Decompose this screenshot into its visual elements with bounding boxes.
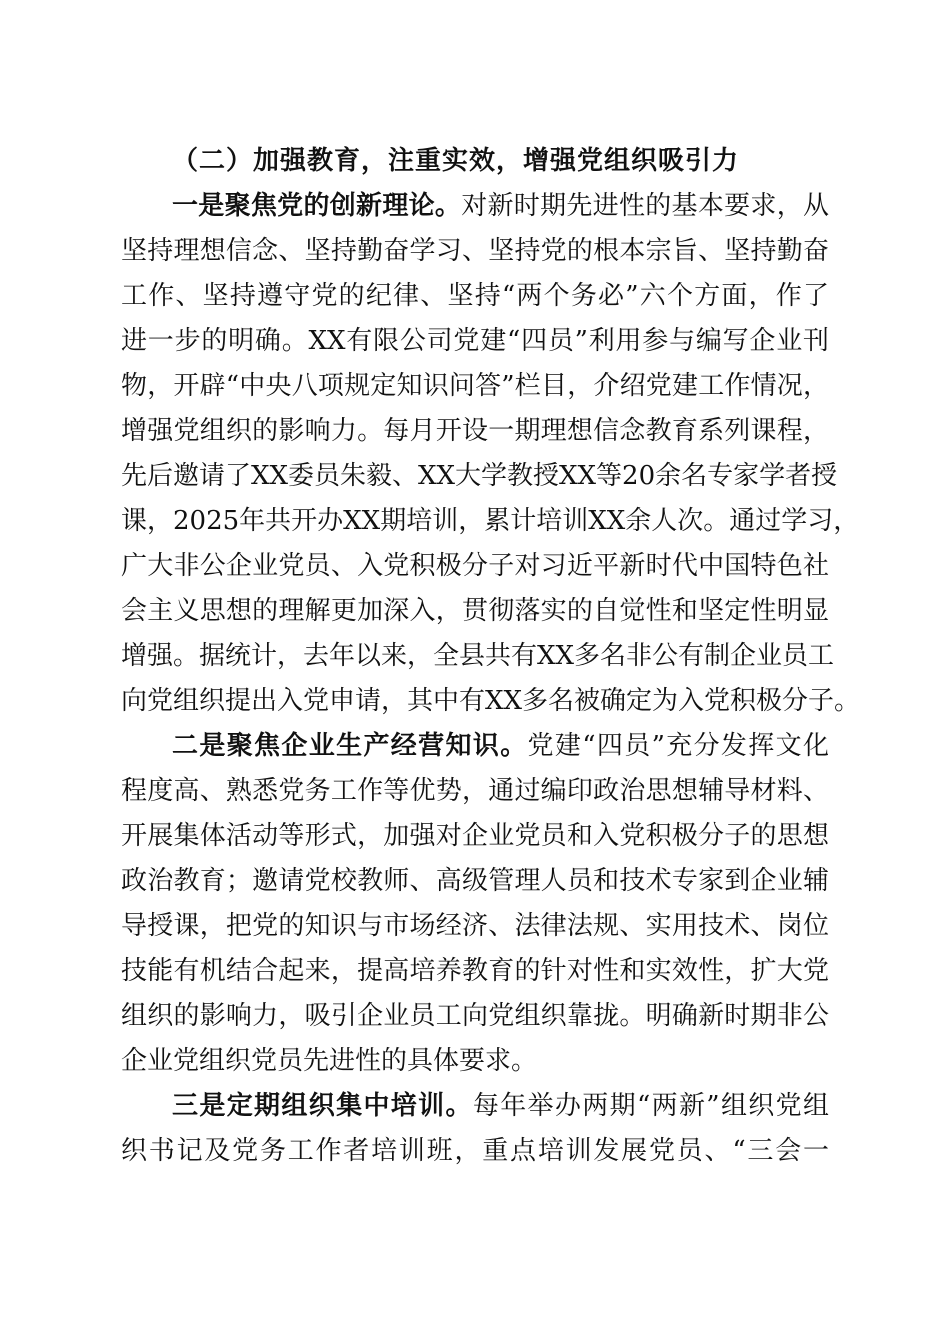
paragraph-2-line-2: 程度高、熟悉党务工作等优势，通过编印政治思想辅导材料、	[121, 776, 829, 806]
paragraph-1-line-9: 广大非公企业党员、入党积极分子对习近平新时代中国特色社	[121, 551, 829, 581]
paragraph-1-line-6: 增强党组织的影响力。每月开设一期理想信念教育系列课程，	[121, 416, 829, 446]
paragraph-1-line-3: 工作、坚持遵守党的纪律、坚持“两个务必”六个方面，作了	[121, 281, 829, 311]
paragraph-2-text: 党建“四员”充分发挥文化	[527, 731, 829, 761]
paragraph-1-line-4: 进一步的明确。XX有限公司党建“四员”利用参与编写企业刊	[121, 326, 829, 356]
paragraph-2-line-6: 技能有机结合起来，提高培养教育的针对性和实效性，扩大党	[121, 956, 829, 986]
paragraph-1-line-8: 课，2025年共开办XX期培训，累计培训XX余人次。通过学习，	[121, 506, 860, 536]
paragraph-1-line-11: 增强。据统计，去年以来，全县共有XX多名非公有制企业员工	[121, 641, 835, 671]
paragraph-2-line-1	[172, 731, 829, 761]
paragraph-1-line-12: 向党组织提出入党申请，其中有XX多名被确定为入党积极分子。	[121, 686, 861, 716]
paragraph-1-text: 对新时期先进性的基本要求，从	[461, 191, 829, 221]
paragraph-2-lead: 二是聚焦企业生产经营知识。	[172, 731, 528, 761]
paragraph-1-line-2: 坚持理想信念、坚持勤奋学习、坚持党的根本宗旨、坚持勤奋	[121, 236, 829, 266]
paragraph-1-lead: 一是聚焦党的创新理论。	[172, 191, 462, 221]
paragraph-3-text: 每年举办两期“两新”组织党组	[472, 1091, 829, 1121]
paragraph-3-line-1	[172, 1091, 829, 1121]
paragraph-2-line-8: 企业党组织党员先进性的具体要求。	[121, 1046, 538, 1076]
paragraph-1-line-10: 会主义思想的理解更加深入，贯彻落实的自觉性和坚定性明显	[121, 596, 829, 626]
paragraph-2-line-5: 导授课，把党的知识与市场经济、法律法规、实用技术、岗位	[121, 911, 829, 941]
paragraph-3-lead: 三是定期组织集中培训。	[172, 1091, 473, 1121]
paragraph-3-line-2: 织书记及党务工作者培训班，重点培训发展党员、“三会一	[121, 1136, 829, 1166]
paragraph-1-line-1	[172, 191, 829, 221]
paragraph-2-line-7: 组织的影响力，吸引企业员工向党组织靠拢。明确新时期非公	[121, 1001, 829, 1031]
paragraph-2-line-4: 政治教育；邀请党校教师、高级管理人员和技术专家到企业辅	[121, 866, 829, 896]
section-heading: （二）加强教育，注重实效，增强党组织吸引力	[172, 146, 740, 176]
paragraph-2-line-3: 开展集体活动等形式，加强对企业党员和入党积极分子的思想	[121, 821, 829, 851]
paragraph-1-line-7: 先后邀请了XX委员朱毅、XX大学教授XX等20余名专家学者授	[121, 461, 838, 491]
paragraph-1-line-5: 物，开辟“中央八项规定知识问答”栏目，介绍党建工作情况，	[121, 371, 829, 401]
